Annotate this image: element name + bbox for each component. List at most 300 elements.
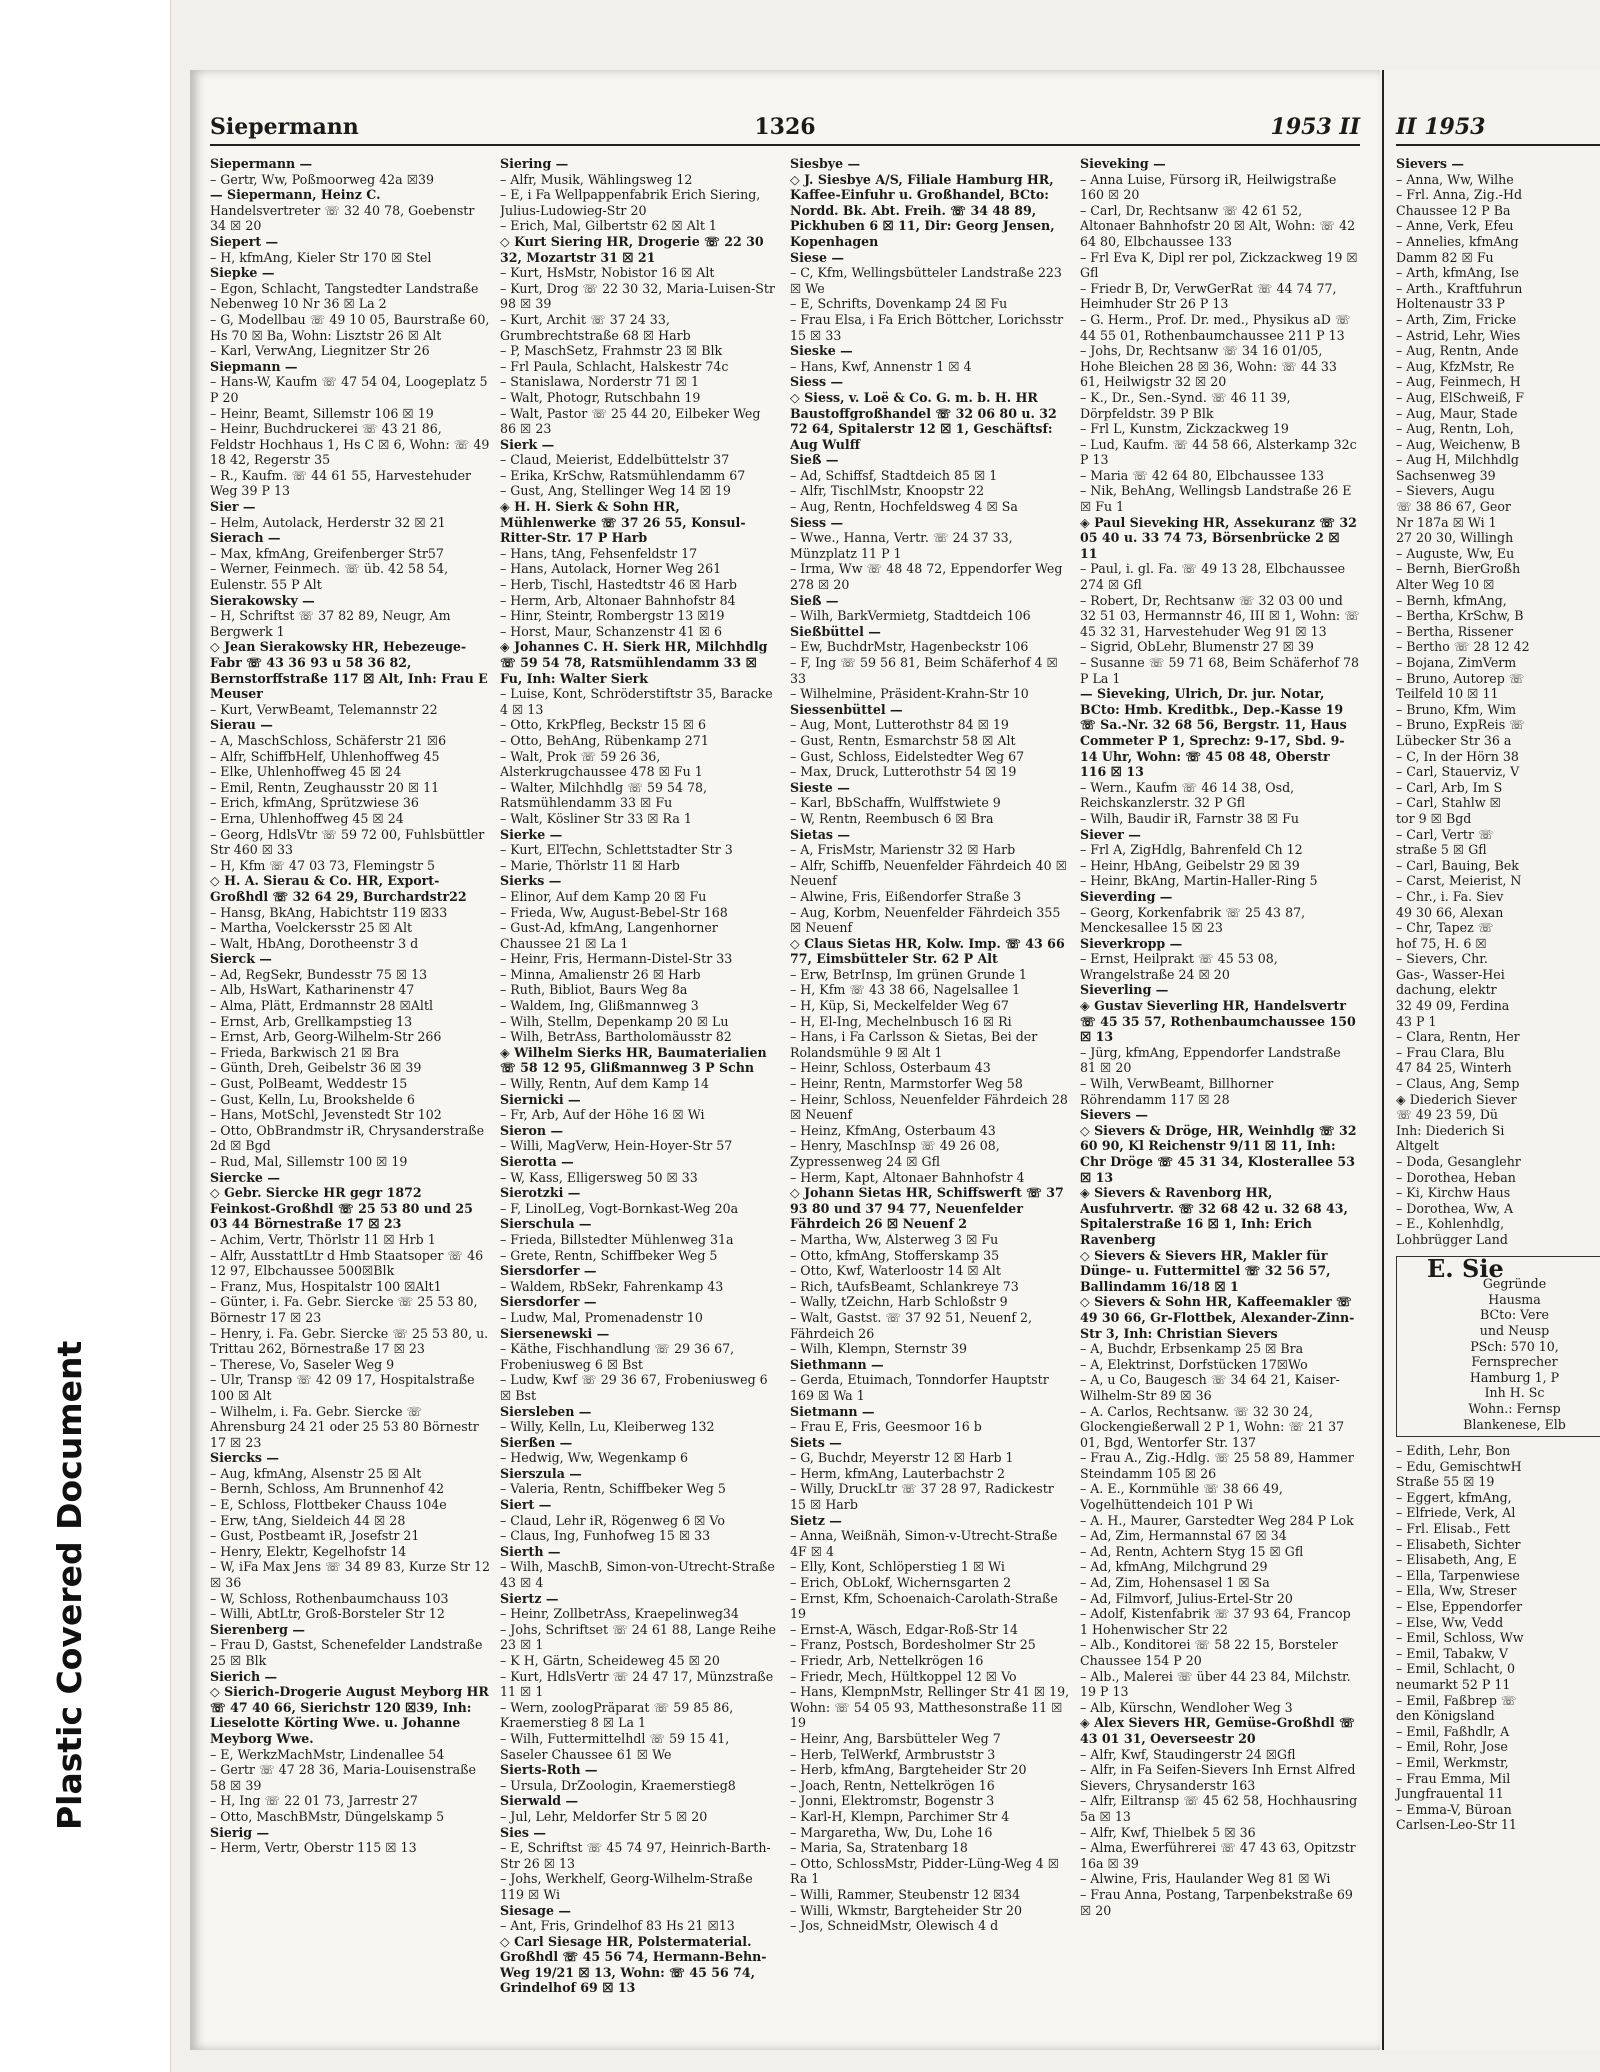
- directory-entry: – Wilhelm, i. Fa. Gebr. Siercke ☏ Ahrensburg 24 21 oder 25 53 80 Börnestr 17 ☒ 23: [210, 1403, 479, 1450]
- directory-entry: – Heinr, Rentn, Marmstorfer Weg 58: [790, 1076, 1023, 1092]
- directory-entry: – Herm, Arb, Altonaer Bahnhofstr 84: [500, 592, 736, 608]
- directory-entry: – Stanislawa, Norderstr 71 ☒ 1: [500, 374, 699, 390]
- surname-heading: Sießbüttel —: [790, 623, 881, 639]
- directory-entry: Holtenaustr 33 P: [1396, 296, 1505, 312]
- directory-entry: PSch: 570 10,: [1470, 1338, 1559, 1354]
- directory-entry: ◇ H. A. Sierau & Co. HR, Export-Großhdl ☏ 32 64 29, Burchardstr22: [210, 873, 467, 904]
- directory-entry: – Emil, Schloss, Ww: [1396, 1630, 1524, 1646]
- directory-entry: – Claus, Ang, Semp: [1396, 1076, 1520, 1092]
- directory-page: [190, 70, 1380, 2050]
- directory-entry: – Luise, Kont, Schröderstiftstr 35, Baracke 4 ☒ 13: [500, 686, 773, 717]
- facing-page-running-head: II 1953: [1396, 114, 1486, 140]
- surname-heading: Siets —: [790, 1434, 842, 1450]
- directory-entry: – Doda, Gesanglehr: [1396, 1154, 1521, 1169]
- directory-entry: – Walt, Prok ☏ 59 26 36, Alsterkrugchaussee 478 ☒ Fu 1: [500, 748, 703, 780]
- surname-heading: Sierth —: [500, 1543, 561, 1559]
- surname-heading: Siersdorfer —: [500, 1294, 597, 1310]
- directory-entry: – Jürg, kfmAng, Eppendorfer Landstraße 81 ☒ 20: [1080, 1044, 1341, 1076]
- directory-entry: – Herb, Tischl, Hastedtstr 46 ☒ Harb: [500, 577, 737, 593]
- directory-entry: – Valeria, Rentn, Schiffbeker Weg 5: [500, 1481, 726, 1497]
- directory-entry: – Emma-V, Büroan: [1396, 1801, 1512, 1817]
- directory-entry: – Emil, Rentn, Zeughausstr 20 ☒ 11: [210, 779, 440, 795]
- directory-entry: – Erw, tAng, Sieldeich 44 ☒ 28: [210, 1512, 406, 1528]
- directory-entry: ◇ Sievers & Sievers HR, Makler für Dünge- u. Futtermittel ☏ 32 56 57, Ballindamm 16/18 ☒ 1: [1080, 1247, 1331, 1294]
- directory-entry: – Waldem, Ing, Glißmannweg 3: [500, 998, 699, 1014]
- directory-entry: Gas-, Wasser-Hei: [1396, 966, 1505, 982]
- surname-heading: Sierotta —: [500, 1154, 574, 1169]
- directory-entry: – Aug, KfzMstr, Re: [1396, 358, 1515, 374]
- directory-entry: – Karl, BbSchaffn, Wulffstwiete 9: [790, 795, 1001, 811]
- directory-entry: – Jonni, Elektromstr, Bogenstr 3: [790, 1793, 995, 1809]
- directory-entry: – Nik, BehAng, Wellingsb Landstraße 26 E ☒ Fu 1: [1080, 483, 1352, 515]
- directory-entry: – Alfr, in Fa Seifen-Sievers Inh Ernst Alfred Sievers, Chrysanderstr 163: [1080, 1762, 1356, 1793]
- directory-entry: – Anna, Weißnäh, Simon-v-Utrecht-Straße 4F ☒ 4: [790, 1528, 1058, 1559]
- directory-entry: – Martha, Ww, Alsterweg 3 ☒ Fu: [790, 1231, 999, 1247]
- directory-entry: – Elke, Uhlenhoffweg 45 ☒ 24: [210, 764, 402, 780]
- directory-entry: ◈ Alex Sievers HR, Gemüse-Großhdl ☏ 43 01 31, Oeverseestr 20: [1080, 1715, 1355, 1746]
- column-1: [210, 156, 490, 2030]
- directory-entry: – Claud, Lehr iR, Rögenweg 6 ☒ Vo: [500, 1512, 725, 1528]
- directory-entry: Carlsen-Leo-Str 11: [1396, 1817, 1517, 1833]
- surname-heading: Sieron —: [500, 1122, 564, 1138]
- directory-entry: 49 30 66, Alexan: [1396, 904, 1504, 920]
- directory-entry: – Bruno, Kfm, Wim: [1396, 701, 1517, 717]
- directory-entry: – Gust, Rentn, Esmarchstr 58 ☒ Alt: [790, 732, 1016, 748]
- directory-entry: – Wilh, MaschB, Simon-von-Utrecht-Straße 43 ☒ 4: [500, 1559, 775, 1591]
- directory-entry: – Chr., i. Fa. Siev: [1396, 888, 1504, 904]
- directory-entry: – Edu, GemischtwH: [1396, 1458, 1522, 1474]
- directory-entry: Lübecker Str 36 a: [1396, 732, 1512, 748]
- directory-entry: – A. E., Kornmühle ☏ 38 66 49, Vogelhüttendeich 101 P Wi: [1080, 1481, 1283, 1513]
- directory-entry: – Willi, AbtLtr, Groß-Borsteler Str 12: [210, 1606, 445, 1622]
- directory-entry: – Therese, Vo, Saseler Weg 9: [210, 1356, 395, 1372]
- directory-entry: Gegründe: [1482, 1276, 1547, 1292]
- directory-entry: – Emil, Faßhdlr, A: [1396, 1723, 1510, 1739]
- directory-entry: – Hans, Autolack, Horner Weg 261: [500, 561, 722, 577]
- directory-entry: – Karl-H, Klempn, Parchimer Str 4: [790, 1808, 1010, 1824]
- directory-entry: ◇ Gebr. Siercke HR gegr 1872 Feinkost-Großhdl ☏ 25 53 80 und 25 03 44 Börnestraße 17 ☒ 23: [210, 1185, 473, 1232]
- directory-entry: – Adolf, Kistenfabrik ☏ 37 93 64, Francop 1 Hohenwischer Str 22: [1080, 1606, 1351, 1637]
- surname-heading: Siesbye —: [790, 156, 861, 171]
- directory-entry: – Carl, Arb, Im S: [1396, 779, 1503, 795]
- surname-heading: Sierks —: [500, 873, 562, 889]
- directory-entry: – Aug, Korbm, Neuenfelder Fährdeich 355 ☒ Neuenf: [790, 904, 1061, 936]
- directory-entry: – Alfr, Schiffb, Neuenfelder Fährdeich 40 ☒ Neuenf: [790, 857, 1067, 889]
- directory-entry: – Bruno, Autorep ☏: [1396, 670, 1525, 686]
- directory-entry: – Else, Eppendorfer: [1396, 1599, 1523, 1615]
- directory-entry: – Otto, kfmAng, Stofferskamp 35: [790, 1247, 1000, 1263]
- directory-entry: – Ad, Rentn, Achtern Styg 15 ☒ Gfl: [1080, 1543, 1304, 1559]
- directory-entry: – C, In der Hörn 38: [1396, 748, 1519, 764]
- directory-entry: – Hans, KlempnMstr, Rellinger Str 41 ☒ 19, Wohn: ☏ 54 05 93, Matthesonstraße 11 ☒ 19: [790, 1684, 1070, 1731]
- directory-entry: – Dorothea, Ww, A: [1396, 1200, 1514, 1216]
- directory-entry: – Ad, RegSekr, Bundesstr 75 ☒ 13: [210, 966, 428, 982]
- surname-heading: Siess —: [790, 374, 844, 390]
- directory-entry: – Carl, Dr, Rechtsanw ☏ 42 61 52, Altonaer Bahnhofstr 20 ☒ Alt, Wohn: ☏ 42 64 80, Elbchaussee 133: [1080, 202, 1356, 249]
- surname-heading: Sieß —: [790, 452, 839, 468]
- directory-entry: – Wwe., Hanna, Vertr. ☏ 24 37 33, Münzplatz 11 P 1: [790, 530, 1013, 561]
- directory-entry: – Ad, Zim, Hohensasel 1 ☒ Sa: [1080, 1575, 1270, 1591]
- surname-heading: Sieverding —: [1080, 888, 1173, 904]
- directory-entry: – Herb, kfmAng, Bargteheider Str 20: [790, 1762, 1027, 1778]
- directory-entry: – Ew, BuchdrMstr, Hagenbeckstr 106: [790, 639, 1029, 655]
- surname-heading: Siernicki —: [500, 1091, 581, 1107]
- directory-entry: – Walt, HbAng, Dorotheenstr 3 d: [210, 935, 419, 951]
- surname-heading: Siepermann —: [210, 156, 313, 171]
- directory-entry: – K H, Gärtn, Scheideweg 45 ☒ 20: [500, 1653, 720, 1668]
- directory-entry: – Willi, Rammer, Steubenstr 12 ☒34: [790, 1886, 1021, 1902]
- directory-entry: – Claud, Meierist, Eddelbüttelstr 37: [500, 452, 730, 468]
- directory-entry: – Bertha, KrSchw, B: [1396, 608, 1524, 624]
- directory-entry: – Maria, Sa, Stratenbarg 18: [790, 1840, 968, 1856]
- surname-heading: Sierwald —: [500, 1793, 579, 1809]
- directory-entry: – Heinz, KfmAng, Osterbaum 43: [790, 1122, 996, 1138]
- directory-entry: – Willy, Rentn, Auf dem Kamp 14: [500, 1076, 710, 1092]
- directory-entry: – Frau Elsa, i Fa Erich Böttcher, Lorichsstr 15 ☒ 33: [790, 311, 1064, 343]
- directory-entry: dachung, elektr: [1396, 982, 1497, 998]
- directory-entry: Sachsenweg 39: [1396, 467, 1496, 483]
- surname-heading: Sierschula —: [500, 1216, 592, 1232]
- stamp-text: Plastic Covered Document: [50, 1340, 89, 1830]
- directory-entry: – Bertho ☏ 28 12 42: [1396, 639, 1530, 655]
- surname-heading: Sierenberg —: [210, 1621, 305, 1637]
- directory-entry: – Alfr, Kwf, Thielbek 5 ☒ 36: [1080, 1824, 1256, 1840]
- directory-entry: – Emil, Schlacht, 0: [1396, 1661, 1516, 1677]
- page-number: 1326: [754, 114, 816, 140]
- directory-entry: – Wern, zoologPräparat ☏ 59 85 86, Kraemerstieg 8 ☒ La 1: [500, 1699, 734, 1731]
- directory-entry: ◈ Wilhelm Sierks HR, Baumaterialien ☏ 58 12 95, Glißmannweg 3 P Schn: [500, 1044, 767, 1076]
- directory-entry: – Kurt, HdlsVertr ☏ 24 47 17, Münzstraße 11 ☒ 1: [500, 1668, 774, 1700]
- directory-entry: – W, Rentn, Reembusch 6 ☒ Bra: [790, 810, 994, 826]
- directory-entry: – Arth, kfmAng, Ise: [1396, 265, 1519, 281]
- directory-entry: – W, Schloss, Rothenbaumchauss 103: [210, 1590, 449, 1606]
- directory-entry: – Lud, Kaufm. ☏ 44 58 66, Alsterkamp 32c P 13: [1080, 436, 1357, 468]
- directory-entry: – Alb., Konditorei ☏ 58 22 15, Borsteler Chaussee 154 P 20: [1080, 1637, 1338, 1668]
- directory-entry: – Alma, Ewerführerei ☏ 47 43 63, Opitzstr 16a ☒ 39: [1080, 1840, 1356, 1871]
- directory-entry: – Arth, Zim, Fricke: [1396, 311, 1517, 327]
- directory-entry: Altgelt: [1396, 1138, 1439, 1154]
- directory-entry: – H, El-Ing, Mechelnbusch 16 ☒ Ri: [790, 1013, 1012, 1029]
- directory-entry: – Aug, Rentn, Hochfeldsweg 4 ☒ Sa: [790, 499, 1018, 515]
- directory-entry: BCto: Vere: [1480, 1307, 1549, 1323]
- directory-entry: – Egon, Schlacht, Tangstedter Landstraße Nebenweg 10 Nr 36 ☒ La 2: [210, 280, 479, 312]
- directory-entry: – Rud, Mal, Sillemstr 100 ☒ 19: [210, 1154, 408, 1169]
- directory-entry: – Herm, Kapt, Altonaer Bahnhofstr 4: [790, 1169, 1025, 1185]
- directory-entry: – R., Kaufm. ☏ 44 61 55, Harvestehuder Weg 39 P 13: [210, 467, 472, 499]
- directory-entry: – Willi, MagVerw, Hein-Hoyer-Str 57: [500, 1138, 733, 1154]
- directory-entry: – Helm, Autolack, Herderstr 32 ☒ 21: [210, 514, 446, 530]
- directory-entry: – Bojana, ZimVerm: [1396, 655, 1517, 670]
- running-head-name: Siepermann: [210, 114, 359, 140]
- surname-heading: Siercke —: [210, 1169, 280, 1185]
- directory-entry: – Alb, Kürschn, Wendloher Weg 3: [1080, 1699, 1293, 1715]
- surname-heading: Siessenbüttel —: [790, 701, 903, 717]
- directory-entry: – W, Kass, Elligersweg 50 ☒ 33: [500, 1169, 698, 1185]
- facing-page-entries: [1396, 156, 1600, 1248]
- directory-entry: – Wilh, Futtermittelhdl ☏ 59 15 41, Saseler Chaussee 61 ☒ We: [500, 1730, 730, 1762]
- directory-entry: Hamburg 1, P: [1469, 1369, 1560, 1385]
- surname-heading: Sietas —: [790, 826, 850, 842]
- surname-heading: Sieske —: [790, 343, 853, 359]
- directory-entry: – Ad, Zim, Hermannstal 67 ☒ 34: [1080, 1528, 1287, 1544]
- directory-entry: – Joach, Rentn, Nettelkrögen 16: [790, 1777, 995, 1793]
- surname-heading: Sierakowsky —: [210, 592, 315, 608]
- directory-entry: – Frl Eva K, Dipl rer pol, Zickzackweg 19 ☒ Gfl: [1080, 249, 1358, 281]
- directory-entry: – Gust-Ad, kfmAng, Langenhorner Chaussee 21 ☒ La 1: [500, 920, 718, 951]
- directory-entry: ◇ J. Siesbye A/S, Filiale Hamburg HR, Kaffee-Einfuhr u. Großhandel, BCto: Nordd. Bk. Abt. Freih. ☏ 34 48 89, Pickhuben 6 ☒ 11, Dir: Georg Jensen, Kopenhagen: [790, 171, 1055, 249]
- surname-heading: Sierau —: [210, 717, 273, 733]
- directory-entry: – Kurt, ElTechn, Schlettstadter Str 3: [500, 842, 733, 858]
- directory-entry: – Waldem, RbSekr, Fahrenkamp 43: [500, 1278, 724, 1294]
- directory-entry: hof 75, H. 6 ☒: [1396, 935, 1487, 951]
- directory-entry: – Alfr, TischlMstr, Knoopstr 22: [790, 483, 985, 499]
- surname-heading: Siering —: [500, 156, 569, 171]
- directory-entry: Hausma: [1488, 1291, 1541, 1307]
- directory-entry: – Erich, kfmAng, Sprützwiese 36: [210, 795, 419, 811]
- directory-entry: – Ernst, Heilprakt ☏ 45 53 08, Wrangelstraße 24 ☒ 20: [1080, 951, 1278, 982]
- directory-entry: – Frl Paula, Schlacht, Halskestr 74c: [500, 358, 729, 374]
- directory-entry: – Elisabeth, Sichter: [1396, 1536, 1521, 1552]
- directory-entry: ☏ 49 23 59, Dü: [1396, 1107, 1499, 1123]
- directory-entry: – Auguste, Ww, Eu: [1396, 545, 1515, 561]
- directory-entry: – Kurt, Archit ☏ 37 24 33, Grumbrechtstraße 68 ☒ Harb: [500, 311, 691, 343]
- directory-entry: – Carst, Meierist, N: [1396, 873, 1522, 889]
- directory-entry: – Willi, Wkmstr, Bargteheider Str 20: [790, 1902, 1023, 1918]
- directory-entry: – Hansg, BkAng, Habichtstr 119 ☒33: [210, 904, 448, 920]
- directory-entry: – Frau D, Gastst, Schenefelder Landstraße 25 ☒ Blk: [210, 1637, 483, 1668]
- directory-entry: – Aug, ElSchweiß, F: [1396, 389, 1525, 405]
- directory-entry: – Frieda, Billstedter Mühlenweg 31a: [500, 1231, 734, 1247]
- directory-entry: – Friedr, Mech, Hültkoppel 12 ☒ Vo: [790, 1668, 1017, 1684]
- surname-heading: Sietmann —: [790, 1403, 875, 1419]
- directory-entry: – Aug, Rentn, Loh,: [1396, 421, 1514, 437]
- directory-entry: – Gust, PolBeamt, Weddestr 15: [210, 1076, 408, 1092]
- directory-entry: – Otto, Kwf, Waterloostr 14 ☒ Alt: [790, 1263, 1001, 1279]
- directory-entry: – Otto, ObBrandmstr iR, Chrysanderstraße 2d ☒ Bgd: [210, 1122, 485, 1154]
- directory-entry: – Henry, Elektr, Kegelhofstr 14: [210, 1543, 407, 1559]
- directory-entry: Damm 82 ☒ Fu: [1396, 249, 1494, 265]
- directory-entry: Alter Weg 10 ☒: [1396, 577, 1495, 593]
- surname-heading: Sierach —: [210, 530, 281, 546]
- directory-entry: – Hedwig, Ww, Wegenkamp 6: [500, 1450, 689, 1466]
- directory-entry: – Ludw, Mal, Promenadenstr 10: [500, 1309, 703, 1325]
- directory-entry: Handelsvertreter ☏ 32 40 78, Goebenstr 34 ☒ 20: [210, 202, 475, 234]
- directory-entry: – Aug, Mont, Lutterothstr 84 ☒ 19: [790, 717, 1009, 733]
- directory-entry: – Aug, Maur, Stade: [1396, 405, 1518, 421]
- directory-entry: – Frl A, ZigHdlg, Bahrenfeld Ch 12: [1080, 842, 1303, 858]
- directory-entry: – H, Ing ☏ 22 01 73, Jarrestr 27: [210, 1793, 418, 1809]
- directory-entry: – A. H., Maurer, Garstedter Weg 284 P Lok: [1080, 1512, 1354, 1528]
- directory-entry: – Wilh, Baudir iR, Farnstr 38 ☒ Fu: [1080, 810, 1299, 826]
- directory-entry: ◇ Siess, v. Loë & Co. G. m. b. H. HR Baustoffgroßhandel ☏ 32 06 80 u. 32 72 64, Spitalerstr 12 ☒ 1, Geschäftsf: Aug Wulff: [790, 389, 1057, 452]
- directory-entry: – Käthe, Fischhandlung ☏ 29 36 67, Frobeniusweg 6 ☒ Bst: [500, 1341, 735, 1372]
- directory-entry: ◈ H. H. Sierk & Sohn HR, Mühlenwerke ☏ 37 26 55, Konsul-Ritter-Str. 17 P Harb: [500, 499, 746, 546]
- directory-entry: – Ad, kfmAng, Milchgrund 29: [1080, 1559, 1268, 1575]
- directory-entry: – Gust, Postbeamt iR, Josefstr 21: [210, 1528, 420, 1544]
- surname-heading: Sier —: [210, 499, 256, 515]
- directory-entry: – A, Buchdr, Erbsenkamp 25 ☒ Bra: [1080, 1341, 1304, 1357]
- directory-entry: – P, MaschSetz, Frahmstr 23 ☒ Blk: [500, 343, 723, 359]
- directory-entry: – Bertha, Rissener: [1396, 623, 1514, 639]
- surname-heading: Sieste —: [790, 779, 850, 795]
- ad-lines: [1427, 1276, 1600, 1432]
- plastic-covered-stamp: [20, 1330, 90, 1830]
- directory-entry: – Carl, Bauing, Bek: [1396, 857, 1519, 873]
- directory-entry: – H, Schriftst ☏ 37 82 89, Neugr, Am Bergwerk 1: [210, 608, 451, 639]
- directory-entry: – Carl, Stahlw ☒: [1396, 795, 1501, 811]
- directory-entry: ◈ Diederich Siever: [1396, 1091, 1517, 1107]
- directory-entry: Sievers —: [1396, 156, 1464, 171]
- directory-entry: – Eggert, kfmAng,: [1396, 1489, 1512, 1505]
- directory-entry: – Erich, ObLokf, Wichernsgarten 2: [790, 1575, 1012, 1591]
- surname-heading: Sierk —: [500, 436, 555, 452]
- directory-entry: – Aug, kfmAng, Alsenstr 25 ☒ Alt: [210, 1465, 422, 1481]
- directory-entry: – A, u Co, Baugesch ☏ 34 64 21, Kaiser-Wilhelm-Str 89 ☒ 36: [1080, 1372, 1340, 1403]
- directory-entry: – Aug, Rentn, Ande: [1396, 343, 1519, 359]
- directory-entry: – E., Kohlenhdlg,: [1396, 1216, 1505, 1232]
- directory-entry: – Walt, Pastor ☏ 25 44 20, Eilbeker Weg 86 ☒ 23: [500, 405, 761, 437]
- surname-heading: Siepert —: [210, 233, 279, 249]
- directory-entry: – Wilh, Klempn, Sternstr 39: [790, 1341, 968, 1357]
- directory-entry: 43 P 1: [1396, 1013, 1437, 1029]
- directory-entry: – H, Kfm ☏ 43 38 66, Nagelsallee 1: [790, 982, 1021, 998]
- directory-entry: ◇ Sievers & Dröge, HR, Weinhdlg ☏ 32 60 90, Kl Reichenstr 9/11 ☒ 11, Inh: Chr Dröge ☏ 45 31 34, Klosterallee 53 ☒ 13: [1080, 1122, 1357, 1185]
- directory-entry: – Ernst-A, Wäsch, Edgar-Roß-Str 14: [790, 1621, 1019, 1637]
- directory-entry: – Bernh, BierGroßh: [1396, 561, 1521, 577]
- directory-entry: – Hans, i Fa Carlsson & Sietas, Bei der Rolandsmühle 9 ☒ Alt 1: [790, 1029, 1038, 1060]
- directory-entry: – Else, Ww, Vedd: [1396, 1614, 1504, 1630]
- directory-entry: – G, Modellbau ☏ 49 10 05, Baurstraße 60, Hs 70 ☒ Ba, Wohn: Lisztstr 26 ☒ Alt: [210, 311, 490, 343]
- directory-entry: ◇ Claus Sietas HR, Kolw. Imp. ☏ 43 66 77, Eimsbütteler Str. 62 P Alt: [790, 935, 1065, 967]
- directory-entry: – Annelies, kfmAng: [1396, 233, 1519, 249]
- surname-heading: Siever —: [1080, 826, 1141, 842]
- directory-entry: – C, Kfm, Wellingsbütteler Landstraße 223 ☒ We: [790, 265, 1062, 296]
- facing-page-entries-continued: [1396, 1443, 1600, 1833]
- running-head-year: 1953 II: [1270, 114, 1360, 140]
- directory-entry: – Claus, Ing, Funhofweg 15 ☒ 33: [500, 1528, 711, 1544]
- directory-entry: Jungfrauental 11: [1396, 1786, 1504, 1802]
- surname-heading: Siert —: [500, 1497, 552, 1513]
- directory-entry: – A. Carlos, Rechtsanw. ☏ 32 30 24, Glockengießerwall 2 P 1, Wohn: ☏ 21 37 01, Bgd, Wentorfer Str. 137: [1080, 1403, 1345, 1450]
- directory-entry: – Frau Clara, Blu: [1396, 1044, 1505, 1060]
- directory-entry: – Gertr, Ww, Poßmoorweg 42a ☒39: [210, 171, 435, 187]
- directory-entry: ◇ Sierich-Drogerie August Meyborg HR ☏ 47 40 66, Sierichstr 120 ☒39, Inh: Lieselotte Körting Wwe. u. Johanne Meyborg Wwe.: [210, 1684, 489, 1746]
- column-4: [1080, 156, 1360, 2030]
- directory-entry: ◇ Carl Siesage HR, Polstermaterial. Großhdl ☏ 45 56 74, Hermann-Behn-Weg 19/21 ☒ 13, Wohn: ☏ 45 56 74, Grindelhof 69 ☒ 13: [500, 1933, 767, 1996]
- directory-entry: – Heinr, Schloss, Neuenfelder Fährdeich 28 ☒ Neuenf: [790, 1091, 1068, 1123]
- surname-heading: Siersenewski —: [500, 1325, 610, 1341]
- directory-entry: – Heinr, Schloss, Osterbaum 43: [790, 1060, 991, 1076]
- directory-entry: – Heinr, ZollbetrAss, Kraepelinweg34: [500, 1606, 739, 1622]
- directory-entry: – Heinr, Fris, Hermann-Distel-Str 33: [500, 951, 733, 967]
- directory-entry: – Johs, Werkhelf, Georg-Wilhelm-Straße 119 ☒ Wi: [500, 1871, 753, 1902]
- directory-entry: – Carl, Stauerviz, V: [1396, 764, 1520, 780]
- directory-entry: – Aug H, Milchhdlg: [1396, 452, 1519, 468]
- directory-entry: – Frl. Elisab., Fett: [1396, 1521, 1511, 1537]
- directory-entry: – Frl L, Kunstm, Zickzackweg 19: [1080, 421, 1289, 437]
- directory-entry: – Jos, SchneidMstr, Olewisch 4 d: [790, 1918, 999, 1934]
- directory-entry: – Hans-W, Kaufm ☏ 47 54 04, Loogeplatz 5 P 20: [210, 374, 488, 405]
- directory-entry: – Ernst, Kfm, Schoenaich-Carolath-Straße 19: [790, 1590, 1058, 1622]
- directory-entry: – Ant, Fris, Grindelhof 83 Hs 21 ☒13: [500, 1918, 735, 1934]
- directory-entry: – Emil, Rohr, Jose: [1396, 1739, 1508, 1755]
- surname-heading: Siersdorfer —: [500, 1263, 597, 1279]
- directory-entry: – Gerda, Etuimach, Tonndorfer Hauptstr 169 ☒ Wa 1: [790, 1372, 1049, 1403]
- directory-entry: – Karl, VerwAng, Liegnitzer Str 26: [210, 343, 430, 359]
- surname-heading: Sierke —: [500, 826, 563, 842]
- surname-heading: Sievers —: [1080, 1107, 1148, 1123]
- scan-margin: [0, 0, 171, 2072]
- directory-entry: – Franz, Mus, Hospitalstr 100 ☒Alt1: [210, 1278, 442, 1294]
- directory-entry: – Edith, Lehr, Bon: [1396, 1443, 1511, 1459]
- directory-entry: Wohn.: Fernsp: [1468, 1400, 1561, 1416]
- surname-heading: Sierck —: [210, 951, 272, 967]
- directory-entry: – Max, Druck, Lutterothstr 54 ☒ 19: [790, 764, 1017, 780]
- directory-entry: – A, Elektrinst, Dorfstücken 17☒Wo: [1080, 1356, 1308, 1372]
- directory-entry: – Hans, tAng, Fehsenfeldstr 17: [500, 545, 698, 561]
- directory-entry: – Grete, Rentn, Schiffbeker Weg 5: [500, 1247, 718, 1263]
- directory-entry: – Ernst, Arb, Georg-Wilhelm-Str 266: [210, 1029, 442, 1045]
- directory-entry: – Frau E, Fris, Geesmoor 16 b: [790, 1419, 982, 1435]
- directory-entry: – Bruno, ExpReis ☏: [1396, 717, 1525, 733]
- surname-heading: Siepmann —: [210, 358, 298, 374]
- directory-entry: – Hinr, Steintr, Rombergstr 13 ☒19: [500, 608, 725, 624]
- surname-heading: Sierßen —: [500, 1434, 573, 1450]
- directory-entry: – Elly, Kont, Schlöperstieg 1 ☒ Wi: [790, 1559, 1005, 1575]
- directory-entry: – Emil, Tabakw, V: [1396, 1645, 1509, 1661]
- entry-columns: [210, 156, 1360, 2030]
- directory-entry: – Bernh, Schloss, Am Brunnenhof 42: [210, 1481, 445, 1497]
- directory-entry: – Alfr, SchiffbHelf, Uhlenhoffweg 45: [210, 748, 440, 764]
- directory-entry: – Erw, BetrInsp, Im grünen Grunde 1: [790, 966, 1027, 982]
- directory-entry: – Henry, i. Fa. Gebr. Siercke ☏ 25 53 80, u. Trittau 262, Börnestraße 17 ☒ 23: [210, 1325, 489, 1357]
- advertisement-box: [1396, 1253, 1600, 1438]
- directory-entry: – Ella, Tarpenwiese: [1396, 1567, 1520, 1583]
- directory-entry: – Ella, Ww, Streser: [1396, 1583, 1517, 1599]
- directory-entry: – Astrid, Lehr, Wies: [1396, 327, 1521, 343]
- directory-entry: – Horst, Maur, Schanzenstr 41 ☒ 6: [500, 623, 723, 639]
- surname-heading: Sieverling —: [1080, 982, 1169, 998]
- surname-heading: Siethmann —: [790, 1356, 884, 1372]
- directory-entry: – Frl. Anna, Zig.-Hd: [1396, 187, 1523, 203]
- directory-entry: – Erna, Uhlenhoffweg 45 ☒ 24: [210, 810, 404, 826]
- directory-entry: – Otto, SchlossMstr, Pidder-Lüng-Weg 4 ☒ Ra 1: [790, 1855, 1060, 1887]
- directory-entry: – Herb, TelWerkf, Armbruststr 3: [790, 1746, 996, 1762]
- directory-entry: – Susanne ☏ 59 71 68, Beim Schäferhof 78 P La 1: [1080, 655, 1360, 686]
- directory-entry: – Erich, Mal, Gilbertstr 62 ☒ Alt 1: [500, 218, 717, 234]
- directory-entry: Chaussee 12 P Ba: [1396, 202, 1511, 218]
- directory-entry: – Ruth, Bibliot, Baurs Weg 8a: [500, 982, 688, 998]
- directory-entry: 47 84 25, Winterh: [1396, 1060, 1512, 1076]
- directory-entry: – Bernh, kfmAng,: [1396, 592, 1507, 608]
- directory-entry: – Walt, Kösliner Str 33 ☒ Ra 1: [500, 810, 692, 826]
- surname-heading: Sietz —: [790, 1512, 842, 1528]
- directory-entry: – Margaretha, Ww, Du, Lohe 16: [790, 1824, 993, 1840]
- directory-entry: 32 49 09, Ferdina: [1396, 998, 1510, 1014]
- directory-entry: – Wilh, BarkVermietg, Stadtdeich 106: [790, 608, 1031, 624]
- directory-entry: – Ad, Filmvorf, Julius-Ertel-Str 20: [1080, 1590, 1293, 1606]
- directory-entry: – Günter, i. Fa. Gebr. Siercke ☏ 25 53 80, Börnestr 17 ☒ 23: [210, 1294, 478, 1325]
- directory-entry: – Heinr, HbAng, Geibelstr 29 ☒ 39: [1080, 857, 1300, 873]
- directory-entry: – Walt, Gastst. ☏ 37 92 51, Neuenf 2, Fährdeich 26: [790, 1309, 1033, 1341]
- surname-heading: Sies —: [500, 1824, 546, 1840]
- directory-entry: – Sievers, Augu: [1396, 483, 1495, 499]
- facing-page-column: [1396, 156, 1600, 1833]
- directory-entry: – Franz, Postsch, Bordesholmer Str 25: [790, 1637, 1036, 1653]
- directory-entry: – G, Buchdr, Meyerstr 12 ☒ Harb 1: [790, 1450, 1014, 1466]
- directory-entry: – Anna, Ww, Wilhe: [1396, 171, 1514, 187]
- directory-entry: den Königsland: [1396, 1708, 1495, 1724]
